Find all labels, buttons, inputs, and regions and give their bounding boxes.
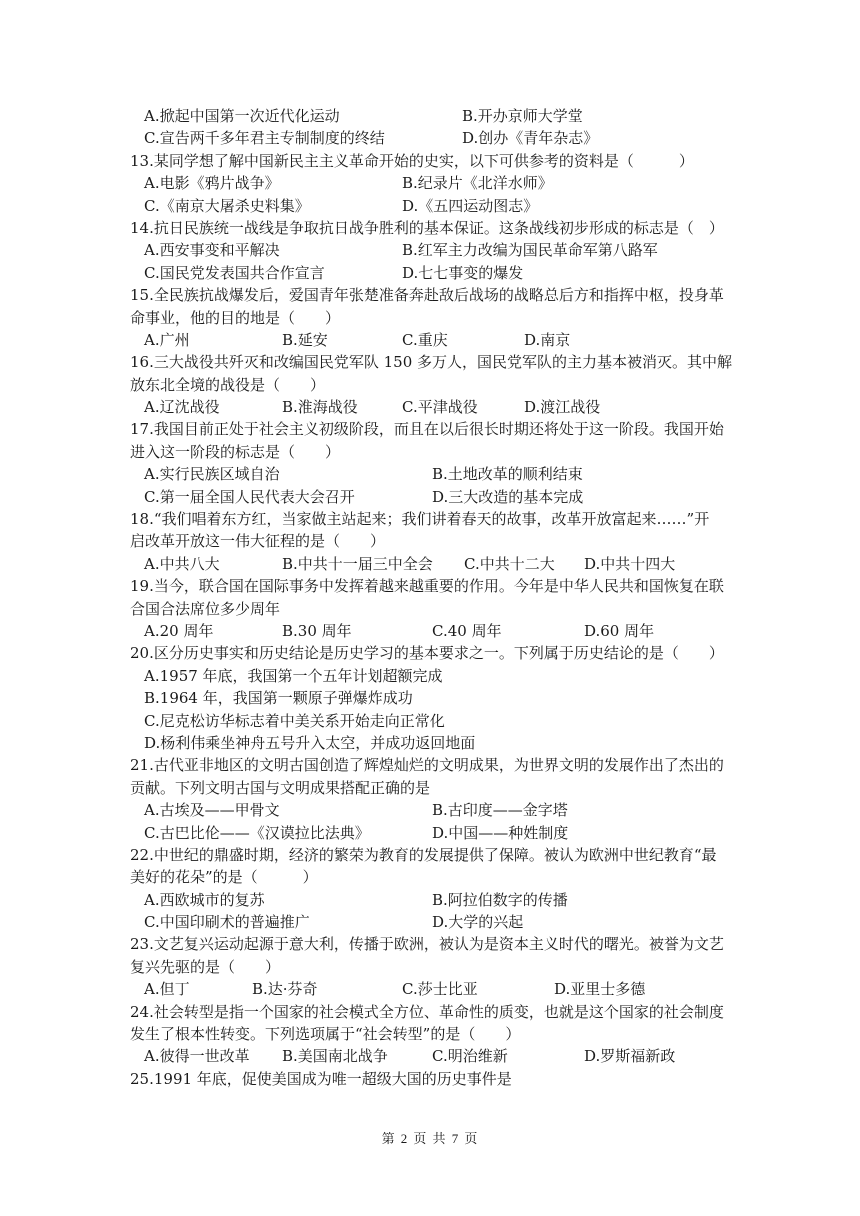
option-b: B.红军主力改编为国民革命军第八路军 <box>402 241 658 260</box>
question-14-stem: 14.抗日民族统一战线是争取抗日战争胜利的基本保证。这条战线初步形成的标志是（ ） <box>130 218 724 237</box>
option-row <box>130 799 740 821</box>
option-a: A.彼得一世改革 <box>144 1047 250 1066</box>
option-a: A.古埃及——甲骨文 <box>144 801 280 820</box>
option-row <box>130 262 740 284</box>
option-d: D.南京 <box>524 330 571 349</box>
option-row <box>130 396 740 418</box>
question-21-stem-cont: 贡献。下列文明古国与文明成果搭配正确的是 <box>130 778 431 797</box>
page-footer <box>0 1128 860 1147</box>
option-c: C.平津战役 <box>402 398 478 417</box>
question-22-stem: 22.中世纪的鼎盛时期，经济的繁荣为教育的发展提供了保障。被认为欧洲中世纪教育“最 <box>130 845 717 864</box>
option-row <box>130 486 740 508</box>
question-19-stem-cont: 合国合法席位多少周年 <box>130 599 281 618</box>
option-b: B.中共十一届三中全会 <box>282 554 433 573</box>
question-13-stem: 13.某同学想了解中国新民主主义革命开始的史实，以下可供参考的资料是（ ） <box>130 151 694 170</box>
option-c: C.宣告两千多年君主专制制度的终结 <box>144 129 385 148</box>
option-row <box>130 732 740 754</box>
option-c: C.明治维新 <box>432 1047 508 1066</box>
option-c: C.莎士比亚 <box>402 980 478 999</box>
option-c: C.中共十二大 <box>464 554 555 573</box>
option-c: C.重庆 <box>402 330 448 349</box>
option-row <box>130 463 740 485</box>
question-20-stem: 20.区分历史事实和历史结论是历史学习的基本要求之一。下列属于历史结论的是（ ） <box>130 644 724 663</box>
option-d: D.杨利伟乘坐神舟五号升入太空，并成功返回地面 <box>144 733 476 752</box>
option-a: A.西欧城市的复苏 <box>144 890 265 909</box>
option-b: B.1964 年，我国第一颗原子弹爆炸成功 <box>144 689 413 708</box>
option-row <box>130 1045 740 1067</box>
question-17-stem-cont: 进入这一阶段的标志是（ ） <box>130 442 341 461</box>
question-list <box>130 105 740 1090</box>
option-c: C.中国印刷术的普遍推广 <box>144 913 310 932</box>
option-row <box>130 710 740 732</box>
option-b: B.开办京师大学堂 <box>462 107 583 125</box>
option-c: C.国民党发表国共合作宣言 <box>144 263 325 282</box>
question-18-stem-cont: 启改革开放这一伟大征程的是（ ） <box>130 532 386 551</box>
option-d: D.中共十四大 <box>584 554 676 573</box>
option-d: D.60 周年 <box>584 621 655 640</box>
option-d: D.渡江战役 <box>524 398 601 417</box>
question-24-stem-cont: 发生了根本性转变。下列选项属于“社会转型”的是（ ） <box>130 1025 521 1044</box>
option-c: C.古巴比伦——《汉谟拉比法典》 <box>144 823 370 842</box>
option-a: A.辽沈战役 <box>144 398 220 417</box>
option-d: D.七七事变的爆发 <box>402 263 524 282</box>
option-b: B.阿拉伯数字的传播 <box>432 890 568 909</box>
question-15-stem-cont: 命事业，他的目的地是（ ） <box>130 308 341 327</box>
option-d: D.创办《青年杂志》 <box>462 129 599 148</box>
question-23-stem-cont: 复兴先驱的是（ ） <box>130 957 281 976</box>
footer-page-total: 7 <box>451 1131 460 1146</box>
option-row <box>130 889 740 911</box>
option-c: C.尼克松访华标志着中美关系开始走向正常化 <box>144 711 445 730</box>
question-16-stem-cont: 放东北全境的战役是（ ） <box>130 375 326 394</box>
option-row <box>130 172 740 194</box>
option-a: A.但丁 <box>144 980 190 999</box>
question-18-stem: 18.“我们唱着东方红，当家做主站起来；我们讲着春天的故事，改革开放富起来……”开 <box>130 510 710 529</box>
option-b: B.美国南北战争 <box>282 1047 388 1066</box>
option-a: A.掀起中国第一次近代化运动 <box>144 107 340 125</box>
option-row <box>130 127 740 149</box>
option-b: B.纪录片《北洋水师》 <box>402 174 553 193</box>
footer-page-number: 2 <box>400 1131 409 1146</box>
option-b: B.土地改革的顺利结束 <box>432 465 583 484</box>
option-row <box>130 553 740 575</box>
footer-suffix: 页 <box>464 1132 479 1147</box>
option-c: C.40 周年 <box>432 621 502 640</box>
option-d: D.三大改造的基本完成 <box>432 487 584 506</box>
option-a: A.20 周年 <box>144 621 214 640</box>
question-19-stem: 19.当今，联合国在国际事务中发挥着越来越重要的作用。今年是中华人民共和国恢复在联 <box>130 577 724 596</box>
option-row <box>130 978 740 1000</box>
question-17-stem: 17.我国目前正处于社会主义初级阶段，而且在以后很长时期还将处于这一阶段。我国开始 <box>130 420 724 439</box>
option-d: D.大学的兴起 <box>432 913 524 932</box>
footer-middle: 页 共 <box>413 1132 447 1147</box>
footer-prefix: 第 <box>381 1132 396 1147</box>
option-a: A.西安事变和平解决 <box>144 241 280 260</box>
option-a: A.电影《鸦片战争》 <box>144 174 280 193</box>
option-b: B.30 周年 <box>282 621 352 640</box>
option-b: B.延安 <box>282 330 328 349</box>
question-23-stem: 23.文艺复兴运动起源于意大利，传播于欧洲，被认为是资本主义时代的曙光。被誉为文艺 <box>130 935 724 954</box>
question-16-stem: 16.三大战役共歼灭和改编国民党军队 150 多万人，国民党军队的主力基本被消灭。其中解 <box>130 353 733 372</box>
option-row <box>130 822 740 844</box>
option-row <box>130 195 740 217</box>
option-a: A.中共八大 <box>144 554 220 573</box>
option-a: A.1957 年底，我国第一个五年计划超额完成 <box>144 666 443 685</box>
option-row <box>130 329 740 351</box>
option-b: B.达·芬奇 <box>252 980 318 999</box>
option-c: C.第一届全国人民代表大会召开 <box>144 487 355 506</box>
option-row <box>130 911 740 933</box>
option-row <box>130 687 740 709</box>
option-row <box>130 665 740 687</box>
question-24-stem: 24.社会转型是指一个国家的社会模式全方位、革命性的质变，也就是这个国家的社会制度 <box>130 1002 724 1021</box>
option-row <box>130 620 740 642</box>
option-row <box>130 239 740 261</box>
option-d: D.罗斯福新政 <box>584 1047 676 1066</box>
option-c: C.《南京大屠杀史料集》 <box>144 196 310 215</box>
question-25-stem: 25.1991 年底，促使美国成为唯一超级大国的历史事件是 <box>130 1069 512 1088</box>
question-22-stem-cont: 美好的花朵”的是（ ） <box>130 868 318 887</box>
option-a: A.实行民族区域自治 <box>144 465 280 484</box>
option-d: D.亚里士多德 <box>554 980 646 999</box>
question-21-stem: 21.古代亚非地区的文明古国创造了辉煌灿烂的文明成果，为世界文明的发展作出了杰出的 <box>130 756 724 775</box>
option-b: B.淮海战役 <box>282 398 358 417</box>
option-d: D.中国——种姓制度 <box>432 823 569 842</box>
option-b: B.古印度——金字塔 <box>432 801 568 820</box>
option-row <box>130 105 740 127</box>
option-a: A.广州 <box>144 330 190 349</box>
option-d: D.《五四运动图志》 <box>402 196 539 215</box>
question-15-stem: 15.全民族抗战爆发后，爱国青年张楚准备奔赴敌后战场的战略总后方和指挥中枢，投身革 <box>130 286 724 305</box>
